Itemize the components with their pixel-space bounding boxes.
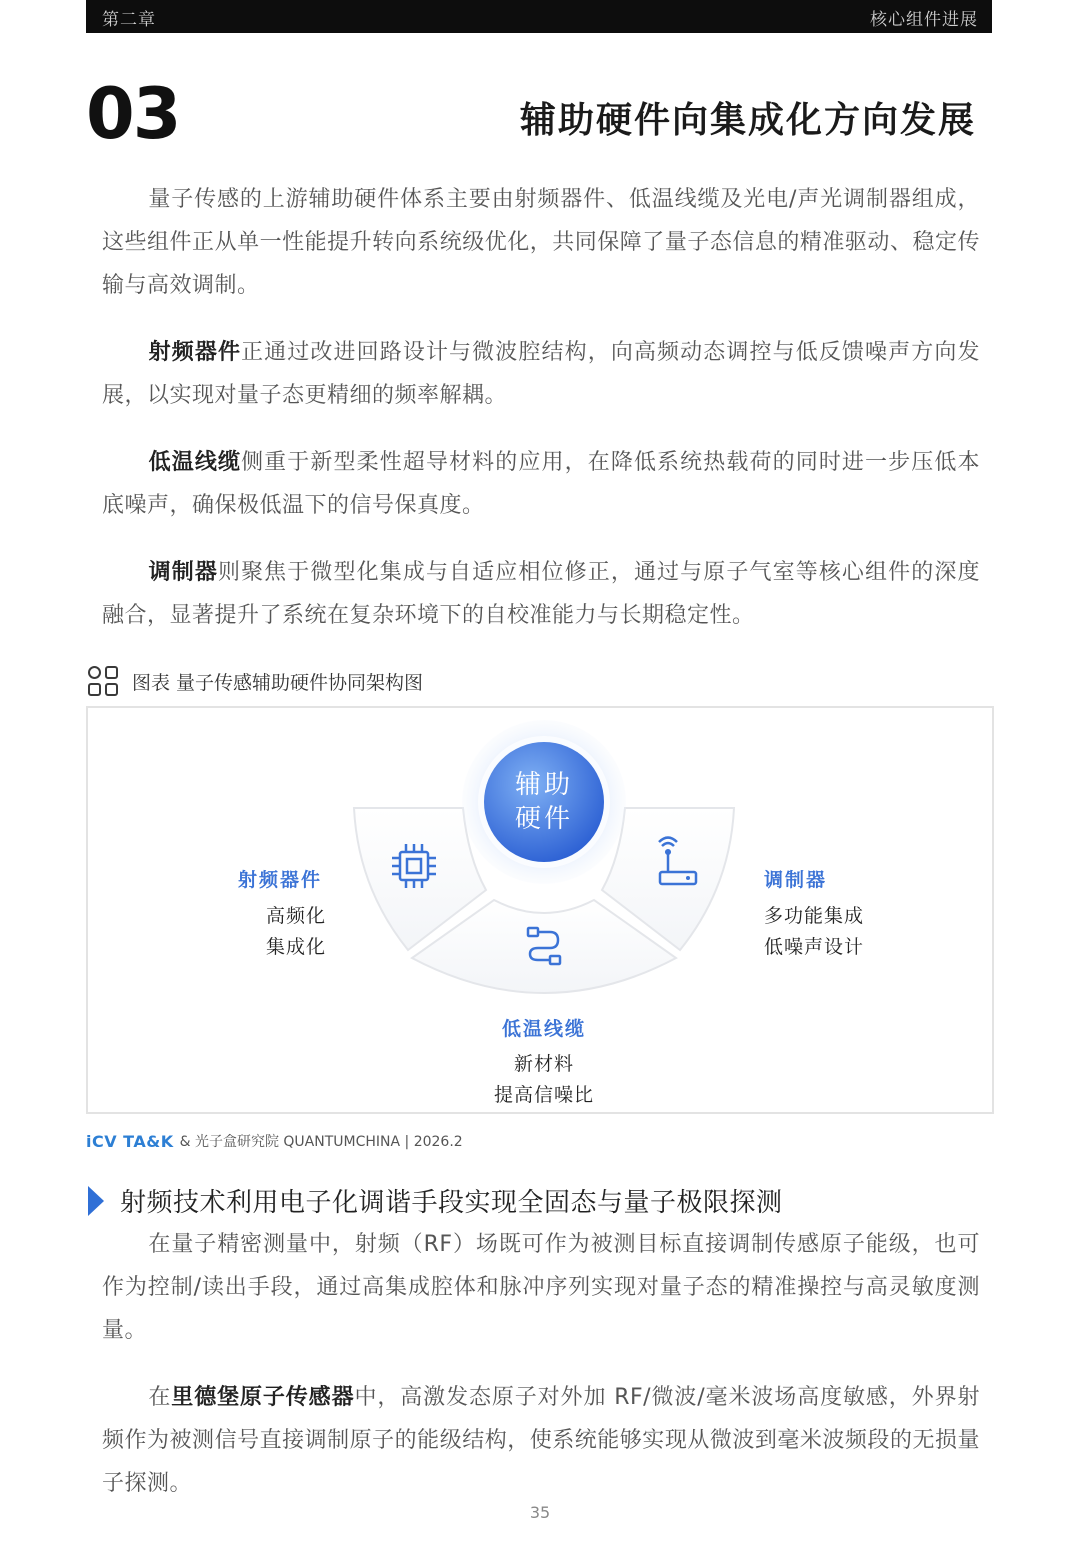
- subsection-paragraph-1: [102, 1223, 980, 1352]
- figure-diagram: [86, 706, 994, 1114]
- subsection-para2-text: 中，高激发态原子对外加 RF/微波/毫米波场高度敏感，外界射频作为被测信号直接调制原子的能级结构，使系统能够实现从微波到毫米波频段的无损量子探测。: [102, 1385, 980, 1496]
- source-line: [86, 1131, 463, 1151]
- subsection-para2-term: 里德堡原子传感器: [171, 1385, 355, 1410]
- node-item: 集成化: [266, 936, 327, 958]
- point-paragraph-modulator: [102, 551, 980, 637]
- point-paragraph-cable: [102, 441, 980, 527]
- section-number: 03: [86, 73, 180, 155]
- page-number: 35: [529, 1503, 551, 1522]
- section-name-label: 核心组件进展: [870, 10, 978, 30]
- node-title-rf: 射频器件: [238, 869, 323, 891]
- intro-paragraph: [102, 178, 980, 307]
- subsection-paragraph-2: [102, 1376, 980, 1505]
- node-item: 提高信噪比: [493, 1084, 594, 1106]
- point-term: 低温线缆: [148, 450, 242, 475]
- header-bar: [86, 0, 992, 33]
- subsection-para2-prefix: 在: [148, 1385, 172, 1410]
- node-title-modulator: 调制器: [764, 869, 828, 891]
- point-text: 侧重于新型柔性超导材料的应用，在降低系统热载荷的同时进一步压低本底噪声，确保极低温下的信号保真度。: [102, 450, 980, 518]
- node-item: 新材料: [513, 1053, 574, 1075]
- figure-caption: [88, 666, 423, 696]
- section-title: 辅助硬件向集成化方向发展: [519, 100, 976, 141]
- point-term: 调制器: [148, 560, 218, 585]
- node-item: 多功能集成: [764, 905, 865, 927]
- node-title-cable: 低温线缆: [501, 1018, 586, 1040]
- figure-caption-text: 图表 量子传感辅助硬件协同架构图: [132, 671, 424, 694]
- intro-text: 量子传感的上游辅助硬件体系主要由射频器件、低温线缆及光电/声光调制器组成，这些组件正从单一性能提升转向系统级优化，共同保障了量子态信息的精准驱动、稳定传输与高效调制。: [102, 187, 980, 298]
- point-term: 射频器件: [148, 340, 242, 365]
- chapter-label: 第二章: [102, 10, 156, 30]
- chevron-right-icon: [86, 1184, 106, 1218]
- node-item: 低噪声设计: [764, 936, 865, 958]
- source-text: & 光子盒研究院 QUANTUMCHINA | 2026.2: [179, 1134, 463, 1150]
- center-label: [494, 768, 594, 836]
- grid-icon: [88, 666, 118, 696]
- center-label-line2: 硬件: [514, 804, 573, 834]
- center-label-line1: 辅助: [514, 770, 573, 800]
- subsection-heading: [86, 1182, 783, 1219]
- point-text: 则聚焦于微型化集成与自适应相位修正，通过与原子气室等核心组件的深度融合，显著提升了系统在复杂环境下的自校准能力与长期稳定性。: [102, 560, 980, 628]
- node-item: 高频化: [266, 905, 327, 927]
- subsection-para1-text: 在量子精密测量中，射频（RF）场既可作为被测目标直接调制传感原子能级，也可作为控制/读出手段，通过高集成腔体和脉冲序列实现对量子态的精准操控与高灵敏度测量。: [102, 1232, 980, 1343]
- subsection-title: 射频技术利用电子化调谐手段实现全固态与量子极限探测: [120, 1188, 783, 1218]
- source-brand: iCV TA&K: [86, 1131, 174, 1151]
- point-text: 正通过改进回路设计与微波腔结构，向高频动态调控与低反馈噪声方向发展，以实现对量子态更精细的频率解耦。: [102, 340, 980, 408]
- point-paragraph-rf: [102, 331, 980, 417]
